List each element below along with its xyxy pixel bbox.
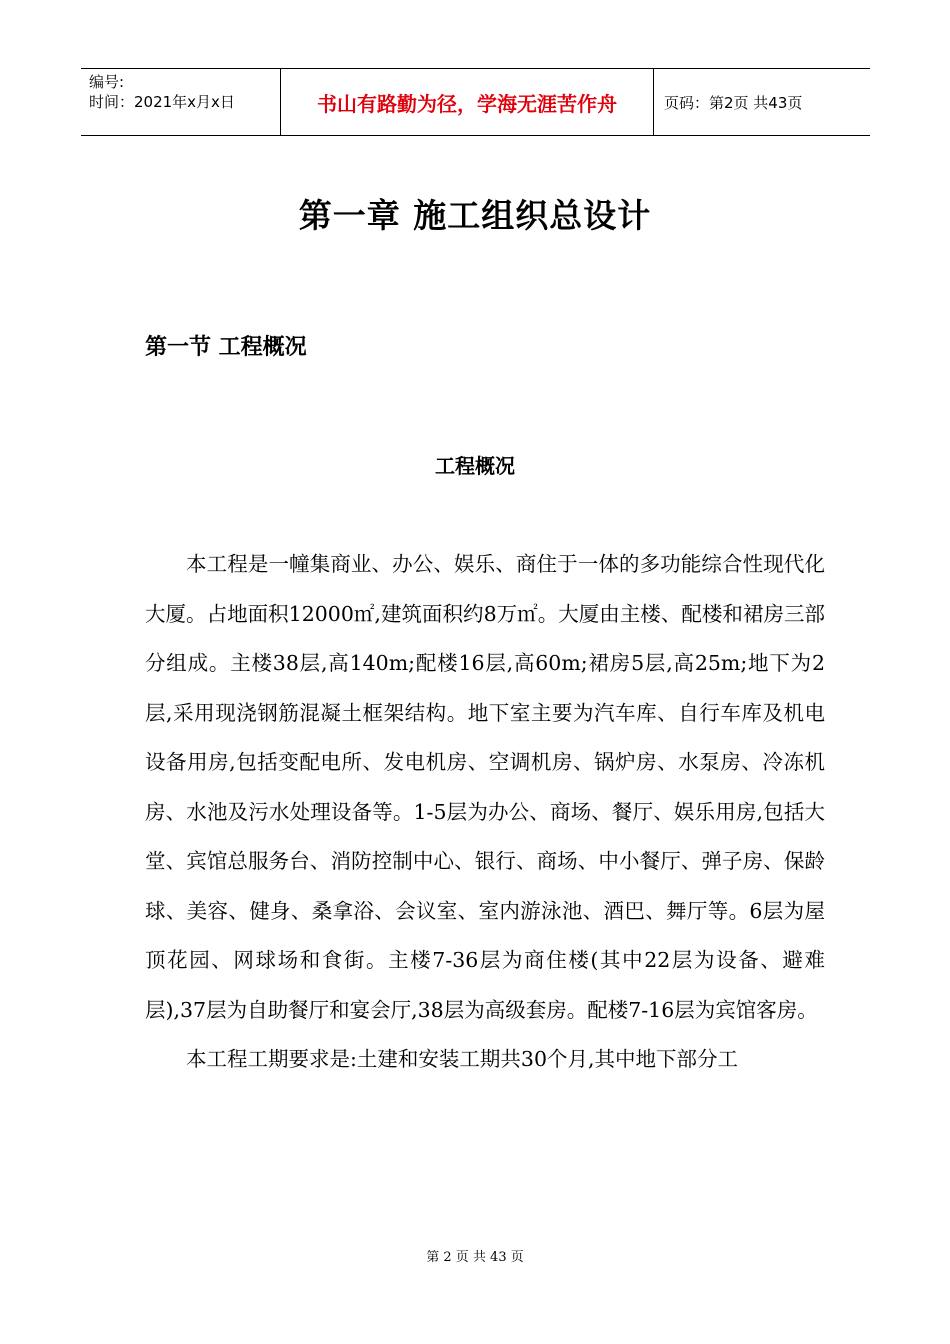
motto-cell	[281, 69, 654, 135]
chapter-title: 第一章 施工组织总设计	[298, 196, 652, 235]
section-title: 第一节 工程概况	[145, 335, 307, 360]
sub-title: 工程概况	[435, 454, 515, 478]
page-footer: 第 2 页 共 43 页	[426, 1250, 524, 1265]
body-text	[145, 540, 825, 1085]
page-info-text: 页码：第2页 共43页	[664, 93, 803, 112]
page-info-cell	[654, 69, 870, 135]
number-label: 编号:	[89, 73, 125, 91]
header-table	[81, 68, 870, 136]
header-meta-cell	[81, 69, 281, 135]
time-label: 时间：2021年x月x日	[89, 93, 235, 111]
motto-text: 书山有路勤为径，学海无涯苦作舟	[317, 91, 617, 116]
paragraph: 本工程是一幢集商业、办公、娱乐、商住于一体的多功能综合性现代化大厦。占地面积12000㎡,建筑面积约8万㎡。大厦由主楼、配楼和裙房三部分组成。主楼38层,高140m;配楼16层,高60m;裙房5层,高25m;地下为2层,采用现浇钢筋混凝土框架结构。地下室主要为汽车库、自行车库及机电设备用房,包括变配电所、发电机房、空调机房、锅炉房、水泵房、冷冻机房、水池及污水处理设备等。1-5层为办公、商场、餐厅、娱乐用房,包括大堂、宾馆总服务台、消防控制中心、银行、商场、中小餐厅、弹子房、保龄球、美容、健身、桑拿浴、会议室、室内游泳池、酒巴、舞厅等。6层为屋顶花园、网球场和食街。主楼7-36层为商住楼(其中22层为设备、避难层),37层为自助餐厅和宴会厅,38层为高级套房。配楼7-16层为宾馆客房。	[145, 552, 825, 1022]
paragraph: 本工程工期要求是:土建和安装工期共30个月,其中地下部分工	[186, 1047, 739, 1071]
